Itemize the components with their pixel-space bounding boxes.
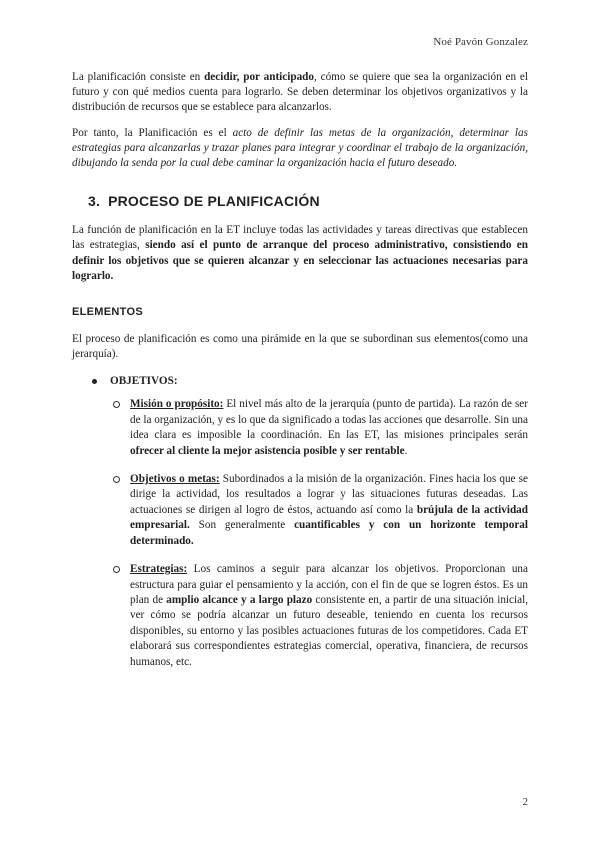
bullet-icon (92, 379, 97, 384)
text-run: Por tanto, la Planificación es el (72, 126, 233, 139)
text-run: , cómo se quiere que sea la organización en el futuro y con qué medios cuenta para lograrlo. Se deben determinar los objetivos organizativos y la distribución de recursos que se establece para alcanzarlos. (72, 71, 529, 114)
list-item-text (130, 562, 528, 670)
bullet-objetivos (92, 374, 528, 389)
item-label: Objetivos o metas: (130, 473, 220, 486)
circle-bullet-icon (113, 401, 120, 408)
circle-bullet-icon (113, 476, 120, 483)
page-content (72, 70, 528, 683)
bullet-label: OBJETIVOS: (110, 375, 178, 388)
bold-run: amplio alcance y a largo plazo (166, 593, 313, 606)
bold-run: siendo así el punto de arranque del proceso administrativo, consistiendo en definir los objetivos que se quieren alcanzar y en seleccionar las actuaciones necesarias para lograrlo. (72, 239, 528, 282)
item-label: Misión o propósito: (130, 398, 224, 411)
section-number: 3. (88, 193, 101, 210)
bold-run: ofrecer al cliente la mejor asistencia posible y ser rentable (130, 444, 405, 457)
page-number: 2 (522, 796, 528, 808)
paragraph-elementos-intro: El proceso de planificación es como una pirámide en la que se subordinan sus elementos(como una jerarquía). (72, 333, 528, 361)
text-run: Subordinados a la misión de la organización. Fines hacia los que se dirige la actividad, los resultados a lograr y las situaciones futuras deseadas. Las actuaciones se dirigen al logro de éstos, actuando así como la (130, 473, 528, 516)
list-item-text (130, 472, 528, 549)
italic-run: acto de definir las metas de la organización, determinar las estrategias para alcanzarlas y trazar planes para integrar y coordinar el trabajo de la organización, dibujando la senda por la cual debe caminar la organización hacia el futuro deseado. (72, 126, 528, 170)
header-author: Noé Pavón Gonzalez (433, 36, 528, 48)
text-run: El nivel más alto de la jerarquía (punto de partida). La razón de ser de la organización, y es lo que da significado a todas las acciones que desarrolle. Sin una idea clara es imposible la coordinación. En las ET, las misiones principales serán (130, 398, 528, 442)
text-run: Los caminos a seguir para alcanzar los objetivos. Proporcionan una estructura para guiar el pensamiento y la acción, con el fin de que se logren éstos. Es un plan de (130, 563, 528, 606)
bold-run: brújula de la actividad empresarial. (130, 503, 528, 532)
bold-run: cuantificables y con un horizonte temporal determinado. (130, 519, 528, 547)
item-label: Estrategias: (130, 563, 188, 576)
list-item-objetivos (130, 472, 528, 549)
paragraph-planificacion (72, 70, 528, 116)
subsection-heading: ELEMENTOS (72, 306, 143, 319)
text-run: La planificación consiste en (72, 71, 205, 83)
list-item-text (130, 397, 528, 459)
list-item-estrategias (130, 562, 528, 670)
paragraph-definicion (72, 126, 528, 172)
objetivos-list (130, 397, 528, 670)
paragraph-funcion (72, 223, 528, 284)
bold-run: decidir, por anticipado (204, 71, 314, 83)
section-heading (72, 193, 528, 209)
text-run: Son generalmente (189, 519, 295, 532)
text-run: . (404, 444, 408, 457)
section-title: PROCESO DE PLANIFICACIÓN (108, 193, 320, 210)
circle-bullet-icon (113, 566, 120, 573)
text-run: La función de planificación en la ET incluye todas las actividades y tareas directivas que establecen las estrategias, (72, 224, 528, 252)
text-run: consistente en, a partir de una situación inicial, ver cómo se podría alcanzar un futuro deseable, teniendo en cuenta los recursos disponibles, su entorno y las posibles actuaciones futuras de los competidores. Cada ET elaborará sus correspondientes estrategias comercial, operativa, financiera, de recursos humanos, etc. (130, 593, 528, 668)
list-item-mision (130, 397, 528, 459)
